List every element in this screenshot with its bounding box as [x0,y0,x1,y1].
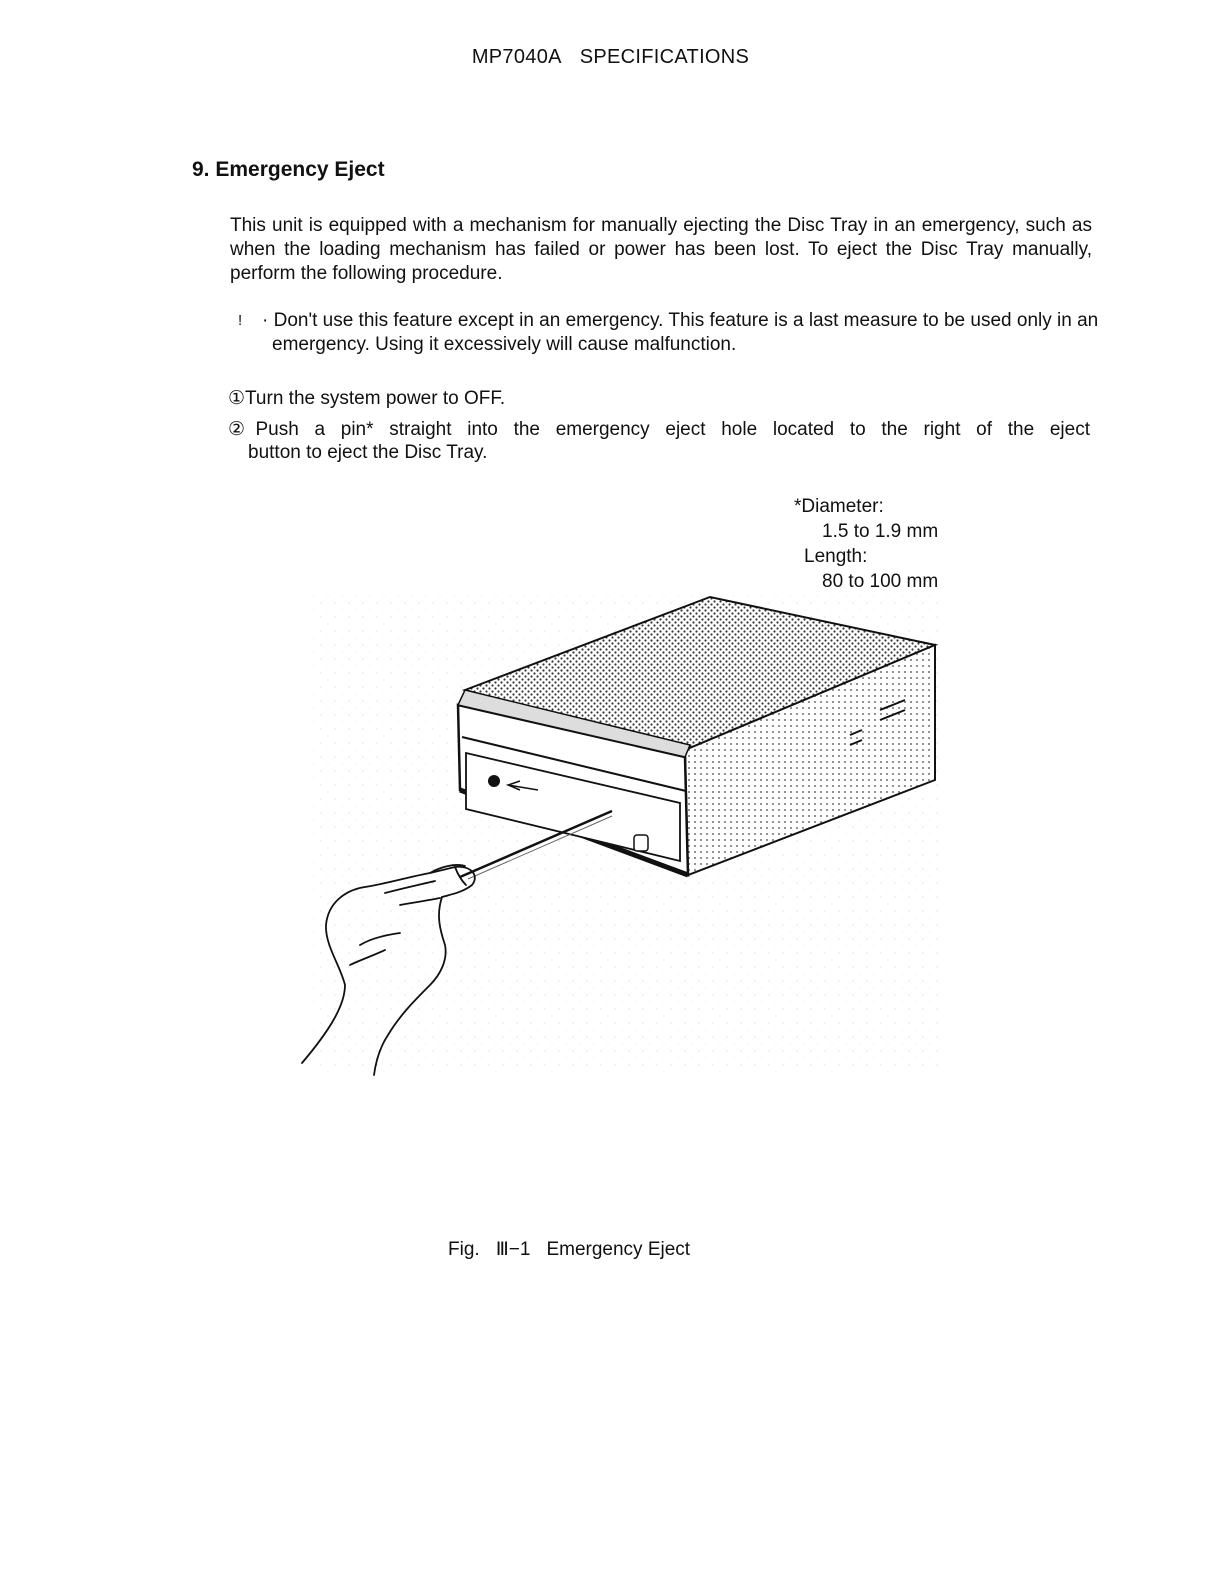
figure-caption [448,1238,690,1261]
step-2-line-1: ②Push a pin* straight into the emergency eject hole located to the right of the eject [228,419,1090,440]
section-title: 9. Emergency Eject [192,158,385,181]
caption-prefix: Fig. [448,1239,480,1260]
eject-hole [488,775,500,787]
caution-text: · Don't use this feature except in an emergency. This feature is a last measure to be used only in an emergency. Using it excessively will cause malfunction. [262,310,1099,355]
caption-number: Ⅲ−1 [495,1239,531,1260]
caption-title: Emergency Eject [546,1239,691,1260]
intro-paragraph: This unit is equipped with a mechanism for manually ejecting the Disc Tray in an emergency, such as when the loading mechanism has failed or power has been lost. To eject the Disc Tray manually, perform the following procedure. [230,215,1092,284]
header-model: MP7040A [471,46,562,68]
pin-length-value: 80 to 100 mm [822,571,939,592]
page-header [0,46,1221,69]
pin-specification [794,494,938,594]
header-title: SPECIFICATIONS [579,46,750,68]
step-2-line-2: button to eject the Disc Tray. [248,442,488,463]
pin-diameter-label: *Diameter: [794,496,884,517]
emergency-eject-illustration [290,585,990,1085]
caution-mark: ! [238,312,243,329]
eject-button [634,835,648,851]
step-1: ①Turn the system power to OFF. [228,388,506,409]
pin-length-label: Length: [804,546,868,567]
pin-diameter-value: 1.5 to 1.9 mm [822,521,939,542]
step-2 [228,418,1090,464]
